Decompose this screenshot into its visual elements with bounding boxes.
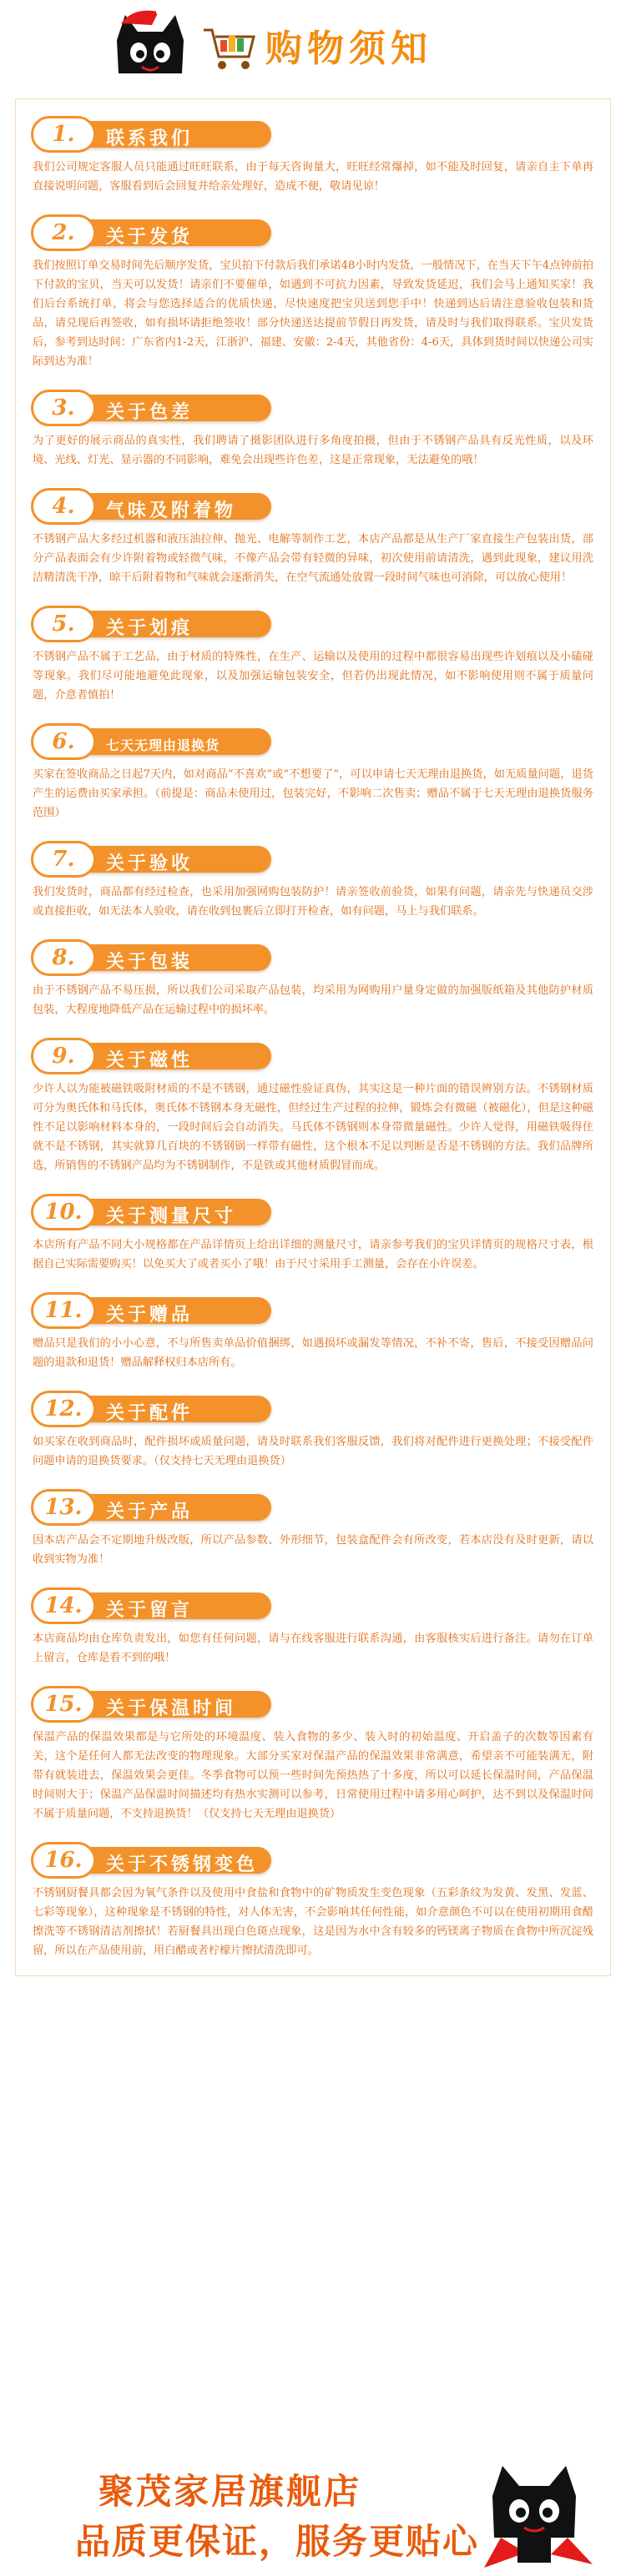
section-header <box>26 485 600 528</box>
section-title: 七天无理由退换货 <box>106 737 220 753</box>
section-header <box>26 1034 600 1078</box>
section-header <box>26 1289 600 1332</box>
section-title: 关于磁性 <box>106 1049 194 1071</box>
section-number: 16. <box>31 1842 96 1879</box>
section-header <box>26 211 600 254</box>
section-text: 赠品只是我们的小小心意，不与所售卖单品价值捆绑，如遇损坏或漏发等情况，不补不寄，售后，不接受因赠品问题的退款和退货！赠品解释权归本店所有。 <box>33 1337 593 1369</box>
section-title: 关于划痕 <box>106 617 194 639</box>
section-number: 12. <box>31 1391 96 1427</box>
slogan: 品质更保证，服务更贴心 <box>75 2521 480 2562</box>
section-title: 关于产品 <box>106 1501 194 1522</box>
notice-section <box>16 936 610 1029</box>
tmall-cat-mascot <box>467 2454 601 2571</box>
section-text: 我们按照订单交易时间先后顺序发货，宝贝拍下付款后我们承诺48小时内发货，一般情况下，在当天下午4点钟前拍下付款的宝贝，当天可以发货！请亲们不要催单，如遇到不可抗力因素，导致发货延迟，我们会马上通知买家！我们后台系统打单，将会与您选择适合的优质快递，尽快速度把宝贝送到您手中！快递到达后请注意验收包装和货品，请兑现后再签收，如有损坏请拒绝签收！部分快递送达提前节假日再发货，请及时与我们取得联系。宝贝发货后，参考到达时间：广东省内1-2天，江浙沪、福建、安徽：2-4天，其他省份：4-6天，具体到货时间以快递公司实际到达为准！ <box>33 259 593 368</box>
section-number: 4. <box>31 488 96 525</box>
section-number: 5. <box>31 606 96 642</box>
store-name: 聚茂家居旗舰店 <box>98 2471 362 2512</box>
section-text: 为了更好的展示商品的真实性，我们聘请了摄影团队进行多角度拍摄，但由于不锈钢产品具有反光性质，以及环境、光线、灯光、显示器的不同影响，难免会出现些许色差，这是正常现象，无法避免的哦！ <box>33 435 593 466</box>
notice-section <box>16 720 610 833</box>
notice-section <box>16 113 610 206</box>
section-number: 13. <box>31 1489 96 1526</box>
section-header <box>26 113 600 156</box>
section-title: 关于保温时间 <box>106 1698 237 1719</box>
footer <box>0 2446 626 2576</box>
section-header <box>26 1387 600 1431</box>
section-header <box>26 386 600 430</box>
section-text: 不锈钢产品大多经过机器和液压油拉伸、抛光、电解等制作工艺，本店产品都是从生产厂家直接生产包装出货，部分产品表面会有少许附着物或轻微气味，不像产品会带有轻微的异味，初次使用前请清洗，遇到此现象，建议用洗洁精清洗干净，晾干后附着物和气味就会逐渐消失，在空气流通处放置一段时间气味也可消除，可以放心使用！ <box>33 533 593 584</box>
page-title: 购物须知 <box>265 28 432 70</box>
section-number: 3. <box>31 390 96 426</box>
notice-list <box>15 98 611 1976</box>
section-header <box>26 1486 600 1529</box>
notice-section <box>16 386 610 480</box>
section-title: 关于发货 <box>106 226 194 248</box>
shopping-cart-icon <box>200 23 259 73</box>
section-header <box>26 936 600 979</box>
notice-section <box>16 1190 610 1284</box>
section-text: 不锈钢厨餐具都会因为氧气条件以及使用中食盐和食物中的矿物质发生变色现象（五彩条纹为发黄、发黑、发蓝、七彩等现象），这种现象是不锈钢的特性，对人体无害，不会影响其任何性能，如介意颜色不可以在使用初期用食醋擦洗等不锈钢清洁剂擦拭！若厨餐具出现白色斑点现象，这是因为水中含有较多的钙镁离子物质在食物中所沉淀残留，所以在产品使用前，用白醋或者柠檬片擦拭清洗即可。 <box>33 1887 593 1957</box>
section-number: 7. <box>31 841 96 878</box>
section-text: 少许人以为能被磁铁吸附材质的不是不锈钢，通过磁性验证真伪，其实这是一种片面的错误辨别方法。不锈钢材质可分为奥氏体和马氏体，奥氏体不锈钢本身无磁性，但经过生产过程的拉伸，锻炼会有微磁（被磁化），但是这种磁性不足以影响材料本身的，一段时间后会自动消失。马氏体不锈钢则本身带微量磁性。少许人觉得，用磁铁吸得住就不是不锈钢，其实就算几百块的不锈钢锅一样带有磁性，这个根本不足以判断是否是不锈钢的方法。我们品牌所选，所销售的不锈钢产品均为不锈钢制作，不是铁或其他材质假冒而成。 <box>33 1083 593 1172</box>
section-text: 如买家在收到商品时，配件损坏或质量问题，请及时联系我们客服反馈，我们将对配件进行更换处理；不接受配件问题申请的退换货要求。（仅支持七天无理由退换货） <box>33 1436 593 1467</box>
section-number: 15. <box>31 1686 96 1723</box>
notice-section <box>16 1839 610 1970</box>
section-title: 联系我们 <box>106 128 194 149</box>
section-header <box>26 1190 600 1234</box>
section-title: 关于赠品 <box>106 1304 194 1326</box>
section-title: 关于测量尺寸 <box>106 1205 237 1227</box>
section-title: 关于包装 <box>106 951 194 973</box>
section-number: 6. <box>31 723 96 760</box>
notice-section <box>16 838 610 931</box>
notice-section <box>16 1683 610 1834</box>
section-text: 我们公司规定客服人员只能通过旺旺联系，由于每天咨询量大，旺旺经常爆掉，如不能及时回复，请亲自主下单再直接说明问题，客服看到后会回复并给亲处理好，造成不便，敬请见谅！ <box>33 161 593 193</box>
section-header <box>26 1584 600 1628</box>
section-title: 关于不锈钢变色 <box>106 1854 259 1875</box>
section-text: 因本店产品会不定期地升级改版，所以产品参数、外形细节，包装盒配件会有所改变，若本店没有及时更新，请以收到实物为准！ <box>33 1534 593 1566</box>
notice-section <box>16 1034 610 1185</box>
section-header <box>26 1683 600 1726</box>
notice-section <box>16 485 610 597</box>
notice-section <box>16 1289 610 1382</box>
section-header <box>26 602 600 646</box>
section-header <box>26 720 600 763</box>
section-title: 关于验收 <box>106 853 194 874</box>
section-number: 10. <box>31 1194 96 1230</box>
section-text: 不锈钢产品不属于工艺品，由于材质的特殊性，在生产、运输以及使用的过程中都很容易出现些许划痕以及小磕碰等现象。我们尽可能地避免此现象，以及加强运输包装安全，但若仍出现此情况，如不影响使用则不属于质量问题，介意者慎拍！ <box>33 651 593 702</box>
section-header <box>26 838 600 881</box>
section-number: 2. <box>31 214 96 251</box>
notice-section <box>16 602 610 715</box>
section-title: 关于色差 <box>106 401 194 423</box>
section-text: 本店所有产品不同大小规格都在产品详情页上给出详细的测量尺寸，请亲参考我们的宝贝详情页的规格尺寸表，根据自己实际需要购买！以免买大了或者买小了哦！由于尺寸采用手工测量，会存在小许误差。 <box>33 1239 593 1270</box>
section-text: 保温产品的保温效果都是与它所处的环境温度、装入食物的多少、装入时的初始温度、开启盖子的次数等因素有关，这个是任何人都无法改变的物理现象。大部分买家对保温产品的保温效果非常满意，希望亲不可能装满无，附带有就装进去，保温效果会更佳。冬季食物可以预一些时间先预热热了十多度，所以可以延长保温时间，产品保温时间则大于；保温产品保温时间描述均有热水实测可以参考，日常使用过程中请多用心呵护，达不到以及保温时间不属于质量问题，不支持退换货！（仅支持七天无理由退换货） <box>33 1731 593 1820</box>
header <box>0 0 626 98</box>
section-header <box>26 1839 600 1882</box>
section-text: 买家在签收商品之日起7天内，如对商品“不喜欢”或“不想要了”，可以申请七天无理由退换货，如无质量问题，退货产生的运费由买家承担。（前提是：商品未使用过，包装完好，不影响二次售卖；赠品不属于七天无理由退换货服务范围） <box>33 768 593 819</box>
section-title: 关于留言 <box>106 1599 194 1621</box>
section-text: 本店商品均由仓库负责发出，如您有任何问题，请与在线客服进行联系沟通，由客服核实后进行备注。请勿在订单上留言，仓库是看不到的哦！ <box>33 1633 593 1664</box>
notice-section <box>16 211 610 381</box>
section-text: 我们发货时，商品都有经过检查，也采用加强网购包装防护！请亲签收前验货，如果有问题，请亲先与快递员交涉或直接拒收，如无法本人验收，请在收到包裹后立即打开检查，如有问题，马上与我们联系。 <box>33 886 593 918</box>
section-text: 由于不锈钢产品不易压损，所以我们公司采取产品包装，均采用为网购用户量身定做的加强版纸箱及其他防护材质包装，大程度地降低产品在运输过程中的损坏率。 <box>33 984 593 1016</box>
section-title: 气味及附着物 <box>106 500 237 521</box>
section-number: 9. <box>31 1038 96 1074</box>
section-number: 8. <box>31 939 96 976</box>
notice-section <box>16 1387 610 1481</box>
section-number: 11. <box>31 1292 96 1329</box>
section-title: 关于配件 <box>106 1402 194 1424</box>
section-number: 14. <box>31 1587 96 1624</box>
section-number: 1. <box>31 116 96 153</box>
notice-section <box>16 1486 610 1579</box>
notice-section <box>16 1584 610 1678</box>
tmall-cat-logo <box>100 7 200 90</box>
